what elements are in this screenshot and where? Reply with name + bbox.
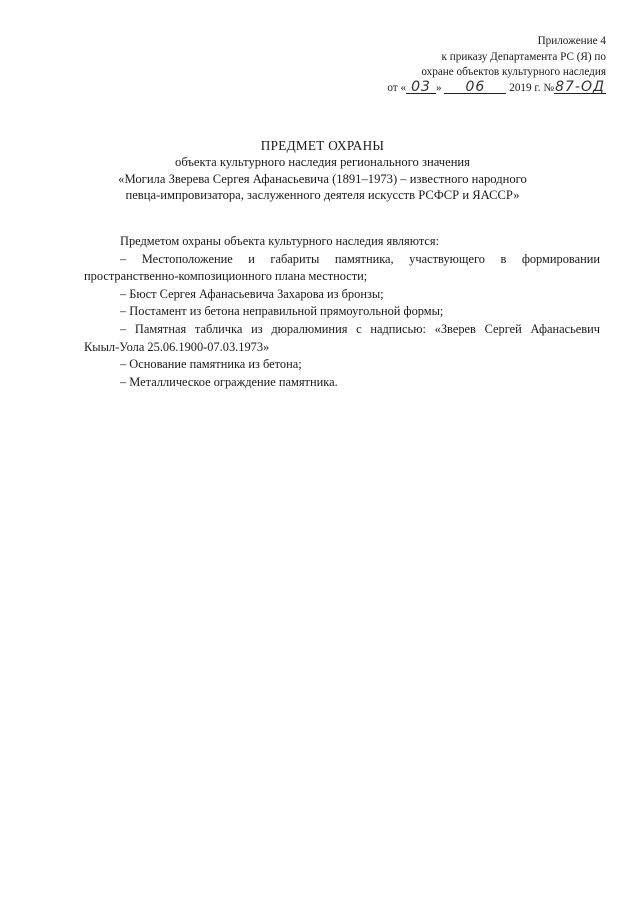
order-year: 2019 г. № [509,81,554,94]
appendix-department: охране объектов культурного наследия [421,66,606,78]
list-item-pedestal: – Постамент из бетона неправильной прямоугольной формы; [120,304,444,319]
order-date-prefix: от « [387,81,407,94]
document-title: ПРЕДМЕТ ОХРАНЫ [260,138,385,153]
order-date-mid: » [436,81,442,94]
appendix-number: Приложение 4 [537,35,606,47]
list-item-base: – Основание памятника из бетона; [120,357,302,372]
appendix-header [346,34,606,96]
order-date-line [346,78,606,97]
list-item-bust: – Бюст Сергея Афанасьевича Захарова из бронзы; [120,286,384,301]
order-number-handwritten: 87-ОД [555,78,605,95]
order-month-handwritten: 06 [444,81,506,94]
document-body [84,233,600,391]
document-title-block [110,138,535,203]
list-item-fence: – Металлическое ограждение памятника. [120,374,338,389]
list-item-plaque-1: – Памятная табличка из дюралюминия с надписью: «Зверев Сергей Афанасьевич [120,321,600,336]
list-item-plaque-2: Кыыл-Уола 25.06.1900-07.03.1973» [84,339,270,354]
list-item-location-2: пространственно-композиционного плана местности; [84,269,368,284]
title-subtitle-1: объекта культурного наследия регионального значения [175,155,470,170]
appendix-order-ref: к приказу Департамента РС (Я) по [441,50,606,63]
body-intro: Предметом охраны объекта культурного наследия являются: [120,234,440,248]
order-day-handwritten: 03 [406,81,436,94]
title-subtitle-3: певца-импровизатора, заслуженного деятеля искусств РСФСР и ЯАССР» [125,187,520,202]
list-item-location-1: – Местоположение и габариты памятника, участвующего в формировании [120,251,600,266]
title-subtitle-2: «Могила Зверева Сергея Афанасьевича (1891–1973) – известного народного [118,171,527,186]
